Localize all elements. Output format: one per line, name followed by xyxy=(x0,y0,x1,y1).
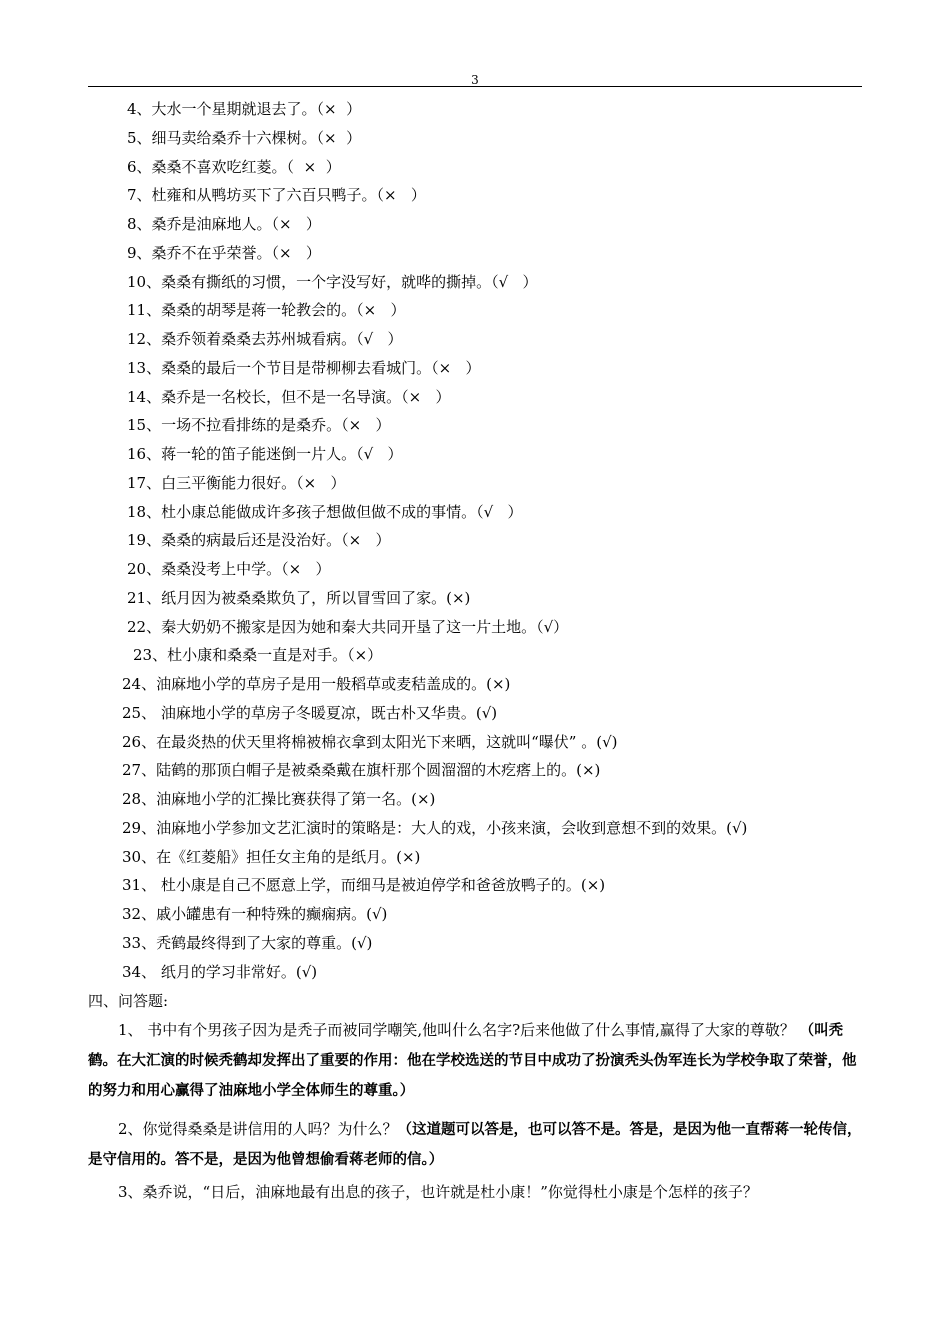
list-item xyxy=(0,900,950,929)
answer-mark: × xyxy=(581,761,595,780)
answer-mark: × xyxy=(294,157,317,176)
closing-paren: ) xyxy=(311,962,318,981)
list-item xyxy=(0,268,950,297)
list-item xyxy=(0,526,950,555)
true-false-list xyxy=(0,95,950,986)
list-item xyxy=(0,498,950,527)
answer-mark: × xyxy=(348,531,362,550)
list-item xyxy=(0,958,950,987)
answer-mark: × xyxy=(416,790,430,808)
list-item xyxy=(0,555,950,584)
answer-mark: × xyxy=(303,473,317,492)
closing-paren: ） xyxy=(367,646,383,665)
answer-mark: × xyxy=(438,358,452,377)
item-text: 16、蒋一轮的笛子能迷倒一片人。（ xyxy=(127,445,364,463)
answer-mark: × xyxy=(384,186,397,205)
list-item xyxy=(0,181,950,210)
closing-paren: ） xyxy=(291,215,321,233)
item-text: 28、油麻地小学的汇操比赛获得了第一名。( xyxy=(122,790,417,808)
answer-mark: √ xyxy=(363,445,374,463)
closing-paren: ) xyxy=(594,761,601,780)
answer-mark: × xyxy=(363,301,377,320)
item-text: 17、白三平衡能力很好。（ xyxy=(127,473,304,492)
closing-paren: ) xyxy=(741,818,748,837)
list-item xyxy=(0,728,950,757)
item-text: 10、桑桑有撕纸的习惯，一个字没写好，就哗的撕掉。（ xyxy=(127,272,499,291)
item-text: 7、杜雍和从鸭坊买下了六百只鸭子。（ xyxy=(127,186,385,205)
item-text: 6、桑桑不喜欢吃红菱。（ xyxy=(127,157,295,176)
list-item xyxy=(0,124,950,153)
closing-paren: ） xyxy=(361,531,391,550)
list-item xyxy=(0,613,950,642)
closing-paren: ) xyxy=(611,732,618,751)
list-item xyxy=(0,239,950,268)
list-item xyxy=(0,584,950,613)
list-item xyxy=(0,756,950,785)
answer-mark: √ xyxy=(481,703,492,722)
item-text: 34、 纸月的学习非常好。( xyxy=(122,962,302,981)
header-divider xyxy=(88,86,862,87)
question-1 xyxy=(88,1016,862,1106)
list-item xyxy=(0,95,950,124)
item-text: 12、桑乔领着桑桑去苏州城看病。（ xyxy=(127,330,364,348)
closing-paren: ) xyxy=(429,790,436,808)
answer-mark: × xyxy=(408,387,422,406)
answer-mark: × xyxy=(348,416,362,435)
answer-mark: × xyxy=(401,847,415,866)
closing-paren: ） xyxy=(421,387,451,406)
list-item xyxy=(0,929,950,958)
answer-mark: × xyxy=(491,675,505,693)
closing-paren: ） xyxy=(396,186,426,205)
closing-paren: ) xyxy=(414,847,421,866)
item-text: 4、大水一个星期就退去了。（ xyxy=(127,100,325,118)
item-text: 24、油麻地小学的草房子是用一般稻草或麦秸盖成的。( xyxy=(122,675,492,693)
item-text: 21、纸月因为被桑桑欺负了，所以冒雪回了家。( xyxy=(127,588,452,607)
answer-mark: × xyxy=(586,876,600,895)
item-text: 25、 油麻地小学的草房子冬暖夏凉，既古朴又华贵。( xyxy=(122,703,482,722)
answer-mark: × xyxy=(279,215,292,233)
answer-mark: √ xyxy=(498,272,509,291)
closing-paren: ） xyxy=(451,358,481,377)
closing-paren: ） xyxy=(361,416,391,435)
question-1-text: 1、 书中有个男孩子因为是秃子而被同学嘲笑,他叫什么名字?后来他做了什么事情,赢得了大家的尊敬？ xyxy=(118,1021,800,1039)
item-text: 14、桑乔是一名校长，但不是一名导演。（ xyxy=(127,387,409,406)
answer-mark: √ xyxy=(543,617,554,636)
closing-paren: ） xyxy=(373,445,403,463)
item-text: 9、桑乔不在乎荣誉。（ xyxy=(127,243,280,262)
answer-mark: × xyxy=(279,243,292,262)
closing-paren: ) xyxy=(464,588,471,607)
item-text: 18、杜小康总能做成许多孩子想做但做不成的事情。（ xyxy=(127,502,484,521)
answer-mark: × xyxy=(451,588,465,607)
question-2-text: 2、你觉得桑桑是讲信用的人吗？为什么？ xyxy=(118,1120,398,1138)
question-1-answer: （叫秃鹤。在大汇演的时候秃鹤却发挥出了重要的作用：他在学校选送的节目中成功了扮演秃头伪军连长为学校争取了荣誉，他的努力和用心赢得了油麻地小学全体师生的尊重。） xyxy=(88,1023,857,1099)
list-item xyxy=(0,383,950,412)
item-text: 29、油麻地小学参加文艺汇演时的策略是：大人的戏，小孩来演，会收到意想不到的效果。( xyxy=(122,818,732,837)
closing-paren: ） xyxy=(301,560,331,578)
item-text: 15、一场不拉看排练的是桑乔。（ xyxy=(127,416,349,435)
closing-paren: ） xyxy=(316,157,341,176)
list-item xyxy=(0,354,950,383)
item-text: 26、在最炎热的伏天里将棉被棉衣拿到太阳光下来晒，这就叫“曝伏” 。( xyxy=(122,732,603,751)
closing-paren: ） xyxy=(553,617,569,636)
item-text: 11、桑桑的胡琴是蒋一轮教会的。（ xyxy=(127,301,364,320)
item-text: 13、桑桑的最后一个节目是带柳柳去看城门。（ xyxy=(127,358,439,377)
list-item xyxy=(0,699,950,728)
question-2-answer: （这道题可以答是，也可以答不是。答是，是因为他一直帮蒋一轮传信，是守信用的。答不是，是因为他曾想偷看蒋老师的信。） xyxy=(88,1122,862,1168)
answer-mark: √ xyxy=(731,818,742,837)
item-text: 19、桑桑的病最后还是没治好。（ xyxy=(127,531,349,550)
list-item xyxy=(0,411,950,440)
item-text: 30、在《红菱船》担任女主角的是纸月。( xyxy=(122,847,402,866)
answer-mark: √ xyxy=(602,732,612,751)
closing-paren: ） xyxy=(336,128,362,147)
list-item xyxy=(0,785,950,814)
closing-paren: ） xyxy=(493,502,523,521)
closing-paren: ） xyxy=(316,473,346,492)
list-item xyxy=(0,469,950,498)
closing-paren: ） xyxy=(336,100,362,118)
question-3 xyxy=(88,1178,862,1208)
closing-paren: ） xyxy=(376,301,406,320)
answer-mark: √ xyxy=(301,962,312,981)
answer-mark: √ xyxy=(363,330,374,348)
closing-paren: ） xyxy=(291,243,321,262)
question-2 xyxy=(88,1115,862,1175)
item-text: 20、桑桑没考上中学。（ xyxy=(127,560,289,578)
list-item xyxy=(0,296,950,325)
list-item xyxy=(0,641,950,670)
list-item xyxy=(0,843,950,872)
answer-mark: × xyxy=(324,128,337,147)
answer-mark: × xyxy=(288,560,302,578)
list-item xyxy=(0,325,950,354)
item-text: 27、陆鹤的那顶白帽子是被桑桑戴在旗杆那个圆溜溜的木疙瘩上的。( xyxy=(122,761,582,780)
answer-mark: √ xyxy=(483,502,494,521)
list-item xyxy=(0,440,950,469)
answer-mark: √ xyxy=(356,933,367,952)
closing-paren: ) xyxy=(504,675,511,693)
item-text: 33、秃鹤最终得到了大家的尊重。( xyxy=(122,933,357,952)
question-3-text: 3、桑乔说，“日后，油麻地最有出息的孩子，也许就是杜小康！”你觉得杜小康是个怎样的孩子？ xyxy=(118,1183,758,1201)
list-item xyxy=(0,871,950,900)
item-text: 8、桑乔是油麻地人。（ xyxy=(127,215,280,233)
item-text: 31、 杜小康是自己不愿意上学，而细马是被迫停学和爸爸放鸭子的。( xyxy=(122,876,587,895)
page-number: 3 xyxy=(471,73,479,87)
list-item xyxy=(0,153,950,182)
list-item xyxy=(0,670,950,699)
list-item xyxy=(0,210,950,239)
closing-paren: ) xyxy=(366,933,373,952)
closing-paren: ） xyxy=(373,330,403,348)
item-text: 5、细马卖给桑乔十六棵树。（ xyxy=(127,128,325,147)
answer-mark: × xyxy=(354,646,368,665)
answer-mark: × xyxy=(324,100,337,118)
closing-paren: ) xyxy=(599,876,606,895)
answer-mark: √ xyxy=(371,905,382,923)
list-item xyxy=(0,814,950,843)
closing-paren: ) xyxy=(491,703,498,722)
item-text: 23、杜小康和桑桑一直是对手。（ xyxy=(133,646,355,665)
closing-paren: ） xyxy=(508,272,538,291)
item-text: 32、戚小罐患有一种特殊的癫痫病。( xyxy=(122,905,372,923)
section-title: 四、问答题: xyxy=(88,992,169,1010)
closing-paren: ) xyxy=(381,905,388,923)
item-text: 22、秦大奶奶不搬家是因为她和秦大共同开垦了这一片土地。（ xyxy=(127,617,544,636)
